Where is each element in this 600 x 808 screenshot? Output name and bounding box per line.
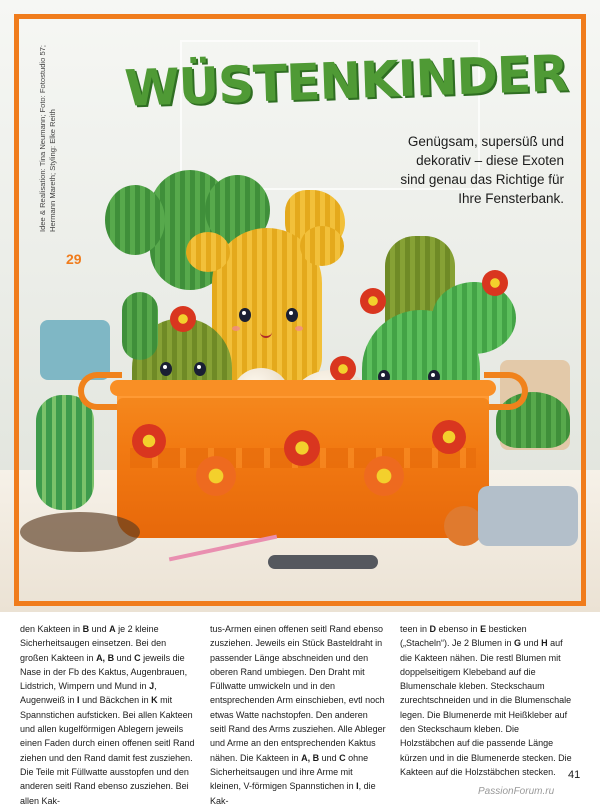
- text-run: und: [89, 624, 110, 634]
- text-run: je 2 kleine Sicherheitsaugen einsetzen. Bei den großen Kakteen in: [20, 624, 167, 663]
- text-run: und: [521, 638, 542, 649]
- color-code: K: [151, 695, 158, 706]
- page-title: WÜSTENKINDER: [123, 44, 569, 118]
- color-code: B: [82, 624, 90, 634]
- watermark: PassionForum.ru: [478, 786, 555, 797]
- color-code: D: [429, 624, 437, 634]
- text-run: tus-Armen einen offenen seitl Rand ebenso zusziehen. Jeweils ein Stück Basteldraht in passender Länge abschneiden und den oberen Rand umbiegen. Den Draht mit Füllwatte umwickeln und in den entsprechenden Arm einschieben, evtl noch etwas Watte nachstopfen. Den anderen seitl Rand des Arms zusziehen. Alle Ableger und Arme an den entsprechenden Kaktus nähen. Die Kakteen in: [210, 624, 386, 763]
- credit-line: Idee & Realisation: Tina Neumann; Foto: Fotostudio 57;: [38, 45, 47, 232]
- text-run: ohne Sicherheitsaugen und ihre Arme mit kleinen, V-förmigen Spannstichen in: [210, 752, 369, 792]
- color-code: C: [134, 652, 141, 663]
- color-code: H: [541, 638, 548, 649]
- text-run: den Kakteen in: [20, 624, 83, 634]
- section-number: 29: [66, 251, 82, 267]
- text-column: [400, 622, 576, 779]
- intro-line: Ihre Fensterbank.: [458, 191, 564, 206]
- photo-credit: [38, 42, 58, 232]
- text-run: , Augenweiß in: [20, 681, 157, 706]
- intro-line: dekorativ – diese Exoten: [416, 153, 564, 168]
- color-code: C: [339, 752, 346, 763]
- color-code: E: [480, 624, 487, 634]
- credit-line: Hermann Mareth; Styling: Elke Reith: [48, 109, 57, 232]
- color-code: G: [514, 638, 522, 649]
- color-code: I: [77, 695, 80, 706]
- color-code: A: [109, 624, 116, 634]
- text-run: mit Spannstichen aufsticken. Bei allen Kakteen und allen kugelförmigen Ablegern jeweils einen Faden durch einen offenen seitl Rand ziehen und den Rand damit fest zusziehen. Die Teile mit Füllwatte ausstopfen und den anderen seitl Rand ebenso zusziehen. Bei allen Kak-: [20, 695, 195, 806]
- text-run: auf die Kakteen nähen. Die restl Blumen mit doppelseitigem Klebeband auf die Blumenschale kleben. Steckschaum zurechtschneiden und in die Blumenschale legen. Die Blumenerde mit Heißkleber auf den Steckschaum kleben. Die Holzstäbchen auf die passende Länge kürzen und in die Blumenerde stecken. Die Kakteen auf die Holzstäbchen stecken.: [400, 638, 572, 777]
- text-run: und: [319, 752, 340, 763]
- text-run: ebenso in: [436, 624, 481, 634]
- text-run: jeweils die Nase in der Fb des Kaktus, Augenbrauen, Lidstrich, Wimpern und Mund in: [20, 652, 188, 692]
- intro-line: sind genau das Richtige für: [400, 172, 564, 187]
- text-run: besticken („Stacheln“). Je 2 Blumen in: [400, 624, 527, 649]
- text-run: und: [114, 652, 135, 663]
- text-run: und Bäckchen in: [79, 695, 152, 706]
- color-code: A, B: [301, 752, 320, 763]
- color-code: I: [356, 781, 359, 792]
- text-column: [210, 622, 386, 808]
- intro-line: Genügsam, supersüß und: [407, 134, 564, 149]
- text-column: [20, 622, 196, 808]
- text-run: , die Kak-: [210, 781, 376, 806]
- color-code: A, B: [96, 652, 115, 663]
- page-number: 41: [568, 769, 581, 781]
- color-code: J: [149, 681, 155, 692]
- intro-text: [350, 132, 564, 208]
- text-run: teen in: [400, 624, 430, 634]
